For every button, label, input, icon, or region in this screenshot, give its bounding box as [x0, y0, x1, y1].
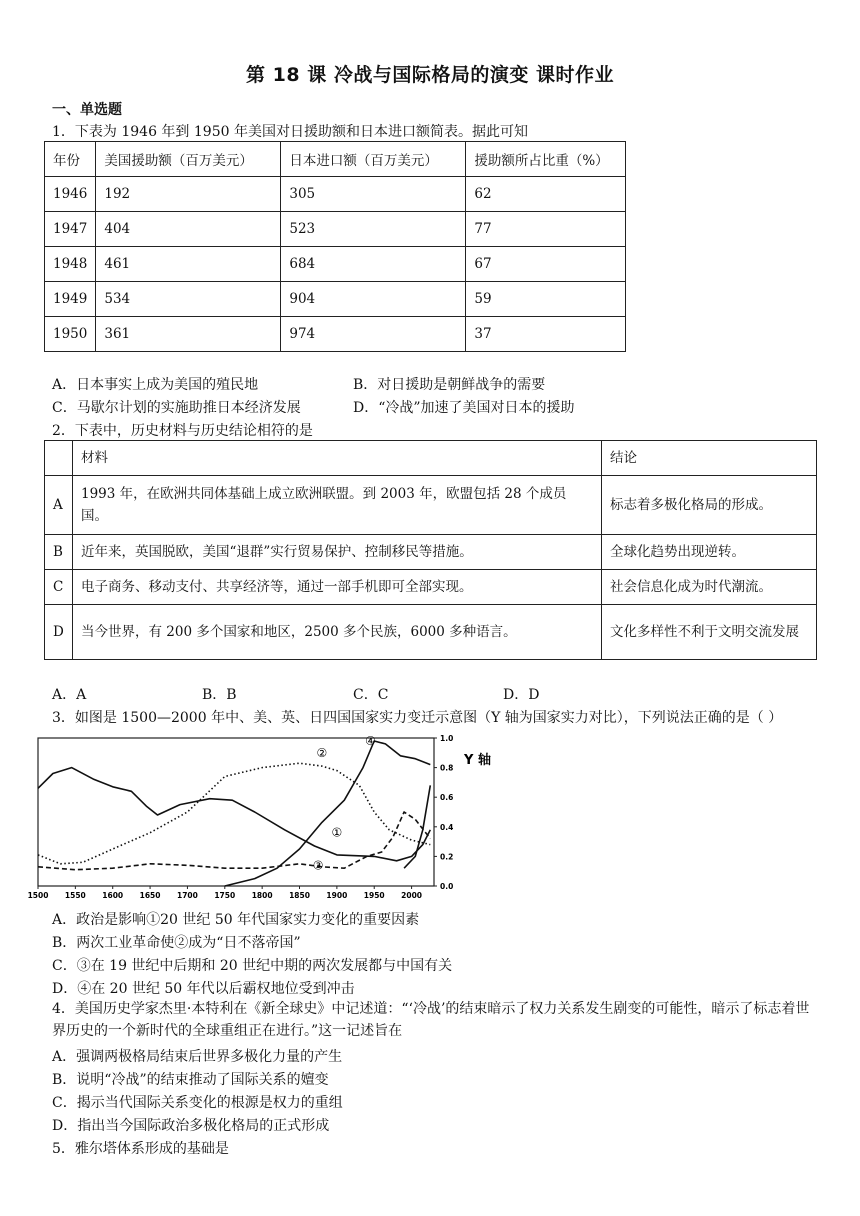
series-label: ④ — [365, 733, 376, 748]
table-cell: 361 — [96, 317, 281, 352]
q4-stem: 4．美国历史学家杰里·本特利在《新全球史》中记述道：“‘冷战’的结束暗示了权力关系发生剧变的可能性，暗示了标志着世界历史的一个新时代的全球重组正在进行。”这一记述旨在 — [52, 1001, 810, 1039]
q4-option-b: B．说明“冷战”的结束推动了国际关系的嬗变 — [52, 1072, 329, 1088]
table-cell: 67 — [466, 247, 626, 282]
section-heading: 一、单选题 — [52, 102, 122, 118]
table-header-cell — [45, 441, 73, 476]
table-cell: 近年来，英国脱欧，美国“退群”实行贸易保护、控制移民等措施。 — [73, 535, 602, 570]
x-tick-label: 1550 — [64, 891, 86, 900]
q5-stem: 5．雅尔塔体系形成的基础是 — [52, 1141, 229, 1157]
table-header-cell: 结论 — [602, 441, 817, 476]
page-title: 第 18 课 冷战与国际格局的演变 课时作业 — [246, 64, 614, 86]
q1-option-b: B．对日援助是朝鲜战争的需要 — [353, 377, 546, 393]
q4-option-c: C．揭示当代国际关系变化的根源是权力的重组 — [52, 1095, 343, 1111]
table-row — [45, 282, 626, 317]
table-cell: 全球化趋势出现逆转。 — [602, 535, 817, 570]
q1-option-d: D．“冷战”加速了美国对日本的援助 — [353, 400, 575, 416]
table-cell: 684 — [281, 247, 466, 282]
table-cell: A — [45, 476, 73, 535]
table-row — [45, 605, 817, 660]
table-header-cell: 日本进口额（百万美元） — [281, 142, 466, 177]
table-row — [45, 476, 817, 535]
table-cell: 文化多样性不利于文明交流发展 — [602, 605, 817, 660]
q2-option-b: B．B — [202, 687, 237, 703]
table-row — [45, 535, 817, 570]
x-tick-label: 1850 — [289, 891, 310, 900]
x-tick-label: 1700 — [176, 891, 198, 900]
table-cell: 当今世界，有 200 多个国家和地区，2500 多个民族，6000 多种语言。 — [73, 605, 602, 660]
q1-option-a: A．日本事实上成为美国的殖民地 — [52, 377, 259, 393]
table-cell: 904 — [281, 282, 466, 317]
chart-background — [34, 732, 496, 902]
q3-option-d: D．④在 20 世纪 50 年代以后霸权地位受到冲击 — [52, 981, 355, 997]
x-tick-label: 1950 — [363, 891, 385, 900]
x-tick-label: 1600 — [102, 891, 124, 900]
q2-option-a: A．A — [52, 687, 87, 703]
series-label: ② — [316, 745, 328, 760]
table-header-row — [45, 441, 817, 476]
table-cell: 1948 — [45, 247, 96, 282]
q1-option-c: C．马歇尔计划的实施助推日本经济发展 — [52, 400, 301, 416]
table-row — [45, 247, 626, 282]
q2-stem: 2．下表中，历史材料与历史结论相符的是 — [52, 423, 313, 439]
y-tick-label: 1.0 — [440, 734, 454, 743]
q2-option-d: D．D — [503, 687, 540, 703]
table-cell: 1950 — [45, 317, 96, 352]
x-tick-label: 1800 — [251, 891, 273, 900]
table-cell: 1946 — [45, 177, 96, 212]
x-tick-label: 1750 — [214, 891, 236, 900]
table-cell: 404 — [96, 212, 281, 247]
table-cell: 461 — [96, 247, 281, 282]
table-cell: 社会信息化成为时代潮流。 — [602, 570, 817, 605]
table-row — [45, 570, 817, 605]
table-row — [45, 212, 626, 247]
x-tick-label: 2000 — [401, 891, 423, 900]
q3-option-a: A．政治是影响①20 世纪 50 年代国家实力变化的重要因素 — [52, 912, 420, 928]
table-cell: 523 — [281, 212, 466, 247]
table-row — [45, 317, 626, 352]
table-cell: 192 — [96, 177, 281, 212]
q1-stem: 1．下表为 1946 年到 1950 年美国对日援助额和日本进口额简表。据此可知 — [52, 124, 528, 140]
table-cell: 62 — [466, 177, 626, 212]
q3-stem: 3．如图是 1500—2000 年中、美、英、日四国国家实力变迁示意图（Y 轴为国家实力对比），下列说法正确的是（ ） — [52, 710, 783, 726]
table-cell: 1993 年，在欧洲共同体基础上成立欧洲联盟。到 2003 年，欧盟包括 28 个成员国。 — [73, 476, 602, 535]
y-axis-title: Y 轴 — [464, 753, 491, 768]
table-cell: 305 — [281, 177, 466, 212]
table-cell: 77 — [466, 212, 626, 247]
q3-option-c: C．③在 19 世纪中后期和 20 世纪中期的两次发展都与中国有关 — [52, 958, 453, 974]
q1-table — [44, 141, 626, 352]
series-label: ① — [331, 825, 343, 840]
table-cell: 1947 — [45, 212, 96, 247]
table-row — [45, 177, 626, 212]
y-tick-label: 0.0 — [440, 882, 454, 891]
table-cell: 1949 — [45, 282, 96, 317]
q2-option-c: C．C — [353, 687, 389, 703]
table-cell: 电子商务、移动支付、共享经济等，通过一部手机即可全部实现。 — [73, 570, 602, 605]
x-tick-label: 1500 — [27, 891, 49, 900]
q3-line-chart — [27, 732, 496, 902]
table-header-cell: 援助额所占比重（%） — [466, 142, 626, 177]
table-cell: 974 — [281, 317, 466, 352]
table-header-row — [45, 142, 626, 177]
table-header-cell: 美国援助额（百万美元） — [96, 142, 281, 177]
table-cell: 534 — [96, 282, 281, 317]
table-cell: 59 — [466, 282, 626, 317]
q3-option-b: B．两次工业革命使②成为“日不落帝国” — [52, 935, 301, 951]
table-cell: D — [45, 605, 73, 660]
y-tick-label: 0.6 — [440, 793, 454, 803]
q2-table — [44, 440, 817, 660]
x-tick-label: 1650 — [139, 891, 161, 900]
table-cell: B — [45, 535, 73, 570]
table-cell: C — [45, 570, 73, 605]
table-cell: 37 — [466, 317, 626, 352]
y-tick-label: 0.4 — [440, 822, 454, 832]
table-cell: 标志着多极化格局的形成。 — [602, 476, 817, 535]
y-tick-label: 0.2 — [440, 852, 454, 862]
y-tick-label: 0.8 — [440, 763, 454, 773]
table-header-cell: 年份 — [45, 142, 96, 177]
q4-option-d: D．指出当今国际政治多极化格局的正式形成 — [52, 1118, 330, 1134]
table-header-cell: 材料 — [73, 441, 602, 476]
series-label: ③ — [312, 858, 324, 873]
x-tick-label: 1900 — [326, 891, 348, 900]
q4-option-a: A．强调两极格局结束后世界多极化力量的产生 — [52, 1049, 343, 1065]
